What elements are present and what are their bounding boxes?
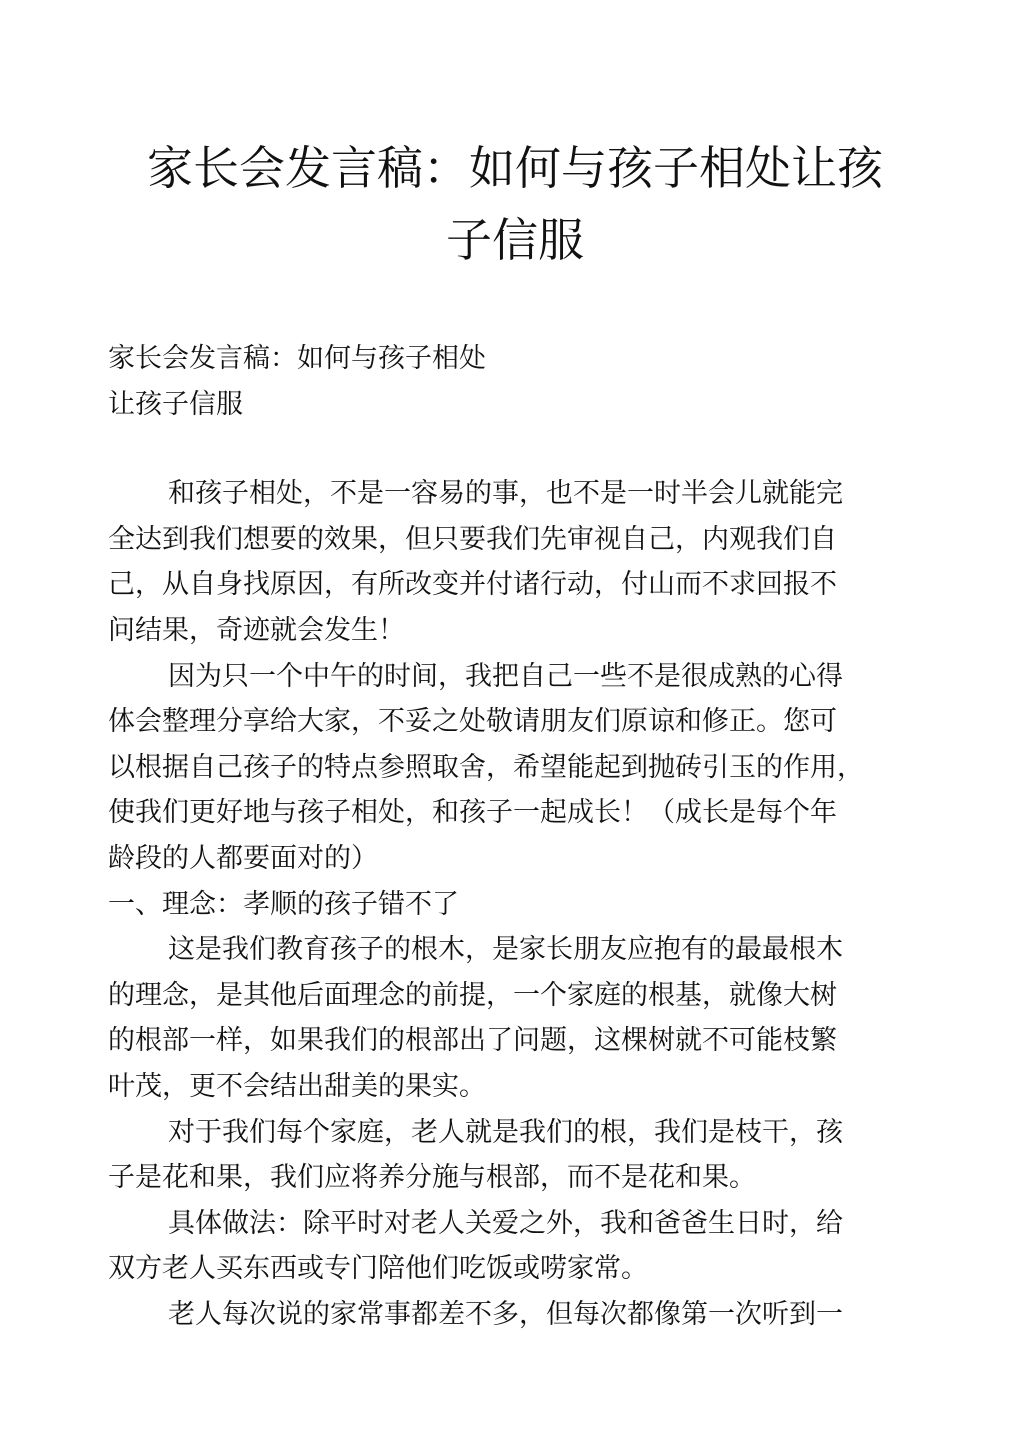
paragraph-line: 对于我们每个家庭，老人就是我们的根，我们是枝干，孩 [168, 1116, 843, 1148]
document-title [110, 132, 920, 276]
paragraph-6 [108, 1292, 898, 1338]
paragraph-line: 的理念，是其他后面理念的前提，一个家庭的根基，就像大树 [108, 979, 837, 1011]
paragraph-line: 问结果，奇迹就会发生！ [108, 614, 405, 646]
paragraph-5 [108, 1201, 898, 1292]
paragraph-line: 的根部一样，如果我们的根部出了问题，这棵树就不可能枝繁 [108, 1025, 837, 1057]
subtitle-line: 家长会发言稿：如何与孩子相处 [108, 343, 486, 374]
paragraph-line: 老人每次说的家常事都差不多，但每次都像第一次听到一 [168, 1298, 843, 1330]
paragraph-2 [108, 654, 898, 882]
title-line: 家长会发言稿：如何与孩子相处让孩 [147, 141, 883, 195]
paragraph-line: 因为只一个中午的时间，我把自己一些不是很成熟的心得 [168, 660, 843, 692]
paragraph-line: 叶茂，更不会结出甜美的果实。 [108, 1070, 486, 1102]
paragraph-line: 以根据自己孩子的特点参照取舍，希望能起到抛砖引玉的作用， [108, 751, 864, 783]
paragraph-line: 龄段的人都要面对的） [108, 842, 378, 874]
paragraph-line: 双方老人买东西或专门陪他们吃饭或唠家常。 [108, 1253, 648, 1285]
spacer [108, 427, 898, 471]
section-heading: 一、理念：孝顺的孩子错不了 [108, 888, 459, 920]
paragraph-3 [108, 927, 898, 1109]
paragraph-1 [108, 471, 898, 653]
document-body [108, 336, 898, 1337]
paragraph-4 [108, 1110, 898, 1201]
paragraph-line: 和孩子相处，不是一容易的事，也不是一时半会儿就能完 [168, 478, 843, 510]
subtitle-line: 让孩子信服 [108, 388, 243, 420]
paragraph-line: 全达到我们想要的效果，但只要我们先审视自己，内观我们自 [108, 523, 837, 555]
title-line: 子信服 [446, 213, 584, 267]
paragraph-line: 这是我们教育孩子的根木，是家长朋友应抱有的最最根木 [168, 934, 843, 966]
paragraph-line: 己，从自身找原因，有所改变并付诸行动，付山而不求回报不 [108, 569, 837, 601]
paragraph-line: 体会整理分享给大家，不妥之处敬请朋友们原谅和修正。您可 [108, 706, 837, 738]
paragraph-line: 具体做法：除平时对老人关爱之外，我和爸爸生日时，给 [168, 1207, 843, 1239]
paragraph-line: 子是花和果，我们应将养分施与根部，而不是花和果。 [108, 1162, 756, 1194]
paragraph-line: 使我们更好地与孩子相处，和孩子一起成长！（成长是每个年 [108, 797, 837, 829]
